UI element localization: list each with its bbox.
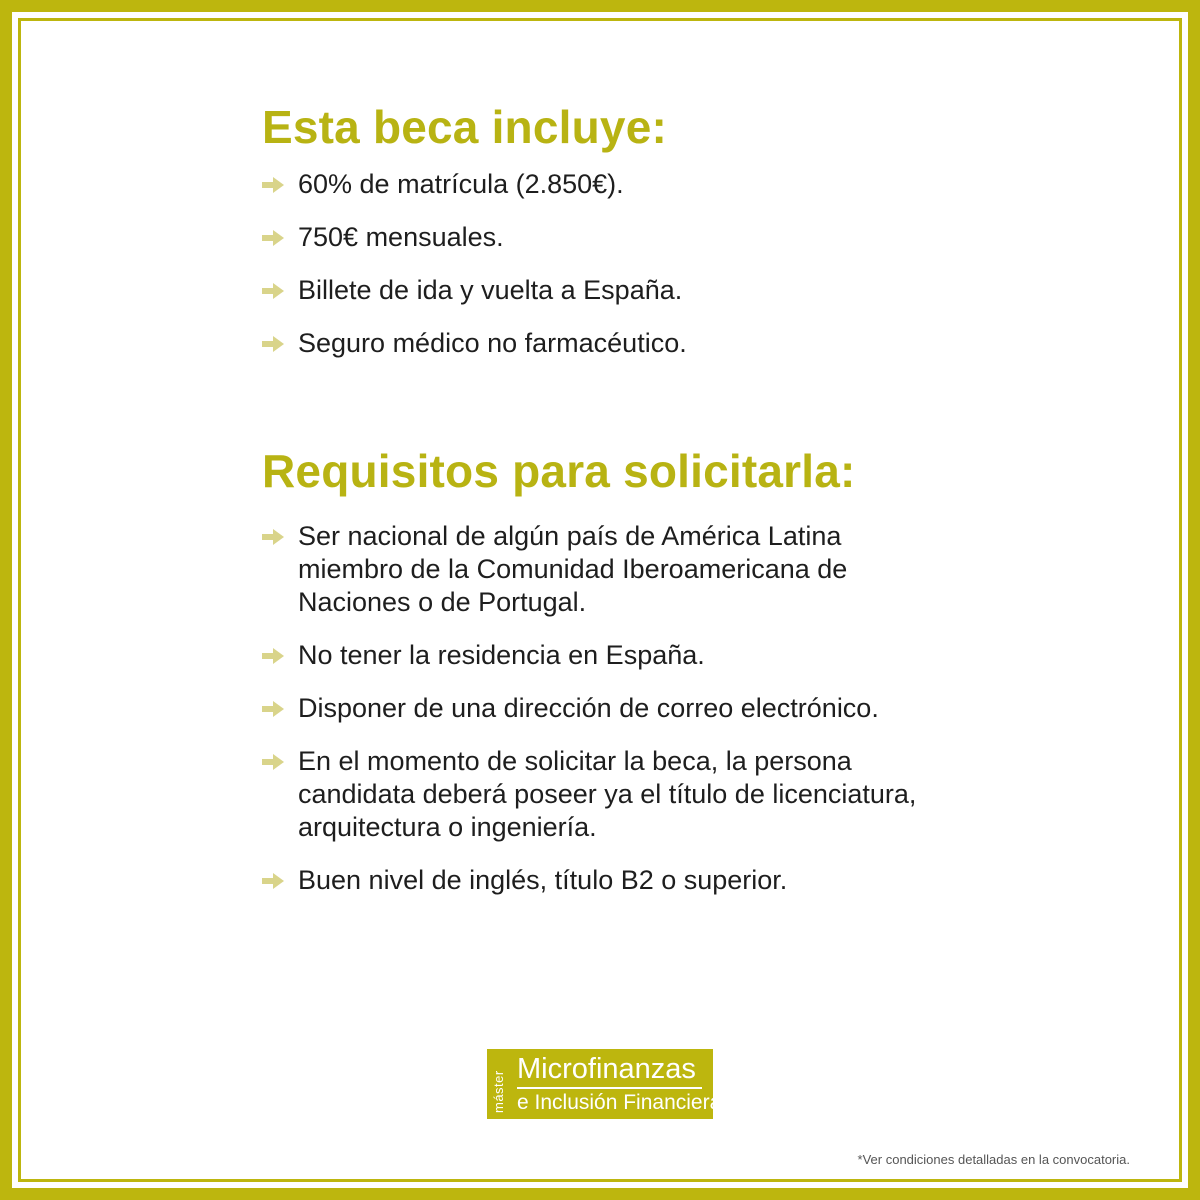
main-content xyxy=(262,100,942,917)
list-item-text: 60% de matrícula (2.850€). xyxy=(298,169,624,199)
list-item-text: Buen nivel de inglés, título B2 o superior. xyxy=(298,865,788,895)
benefits-section xyxy=(262,100,942,360)
list-item xyxy=(262,221,942,254)
list-item-text: En el momento de solicitar la beca, la persona candidata deberá poseer ya el título de licenciatura, arquitectura o ingeniería. xyxy=(298,746,917,842)
list-item-text: Disponer de una dirección de correo electrónico. xyxy=(298,693,879,723)
logo-vertical-label: máster xyxy=(491,1070,506,1113)
requirements-title: Requisitos para solicitarla: xyxy=(262,445,856,497)
list-item xyxy=(262,864,942,897)
arrow-right-icon xyxy=(262,754,284,770)
list-item xyxy=(262,745,942,844)
arrow-right-icon xyxy=(262,336,284,352)
list-item-text: 750€ mensuales. xyxy=(298,222,504,252)
list-item xyxy=(262,639,942,672)
logo-main-text: Microfinanzas xyxy=(517,1053,696,1085)
list-item-text: Seguro médico no farmacéutico. xyxy=(298,328,687,358)
list-item xyxy=(262,168,942,201)
master-logo xyxy=(487,1049,722,1119)
list-item-text: Billete de ida y vuelta a España. xyxy=(298,275,683,305)
list-item xyxy=(262,692,942,725)
list-item-text: Ser nacional de algún país de América Latina miembro de la Comunidad Iberoamericana de Naciones o de Portugal. xyxy=(298,521,848,617)
arrow-right-icon xyxy=(262,529,284,545)
requirements-section xyxy=(262,444,942,897)
arrow-right-icon xyxy=(262,283,284,299)
list-item xyxy=(262,274,942,307)
arrow-right-icon xyxy=(262,648,284,664)
benefits-title: Esta beca incluye: xyxy=(262,101,667,153)
benefits-list xyxy=(262,168,942,360)
list-item xyxy=(262,520,942,619)
arrow-right-icon xyxy=(262,701,284,717)
requirements-list xyxy=(262,520,942,897)
list-item-text: No tener la residencia en España. xyxy=(298,640,705,670)
logo-divider xyxy=(517,1087,702,1089)
arrow-right-icon xyxy=(262,230,284,246)
list-item xyxy=(262,327,942,360)
arrow-right-icon xyxy=(262,873,284,889)
arrow-right-icon xyxy=(262,177,284,193)
disclaimer-note: *Ver condiciones detalladas en la convocatoria. xyxy=(857,1152,1130,1167)
logo-sub-text: e Inclusión Financiera xyxy=(517,1091,722,1114)
